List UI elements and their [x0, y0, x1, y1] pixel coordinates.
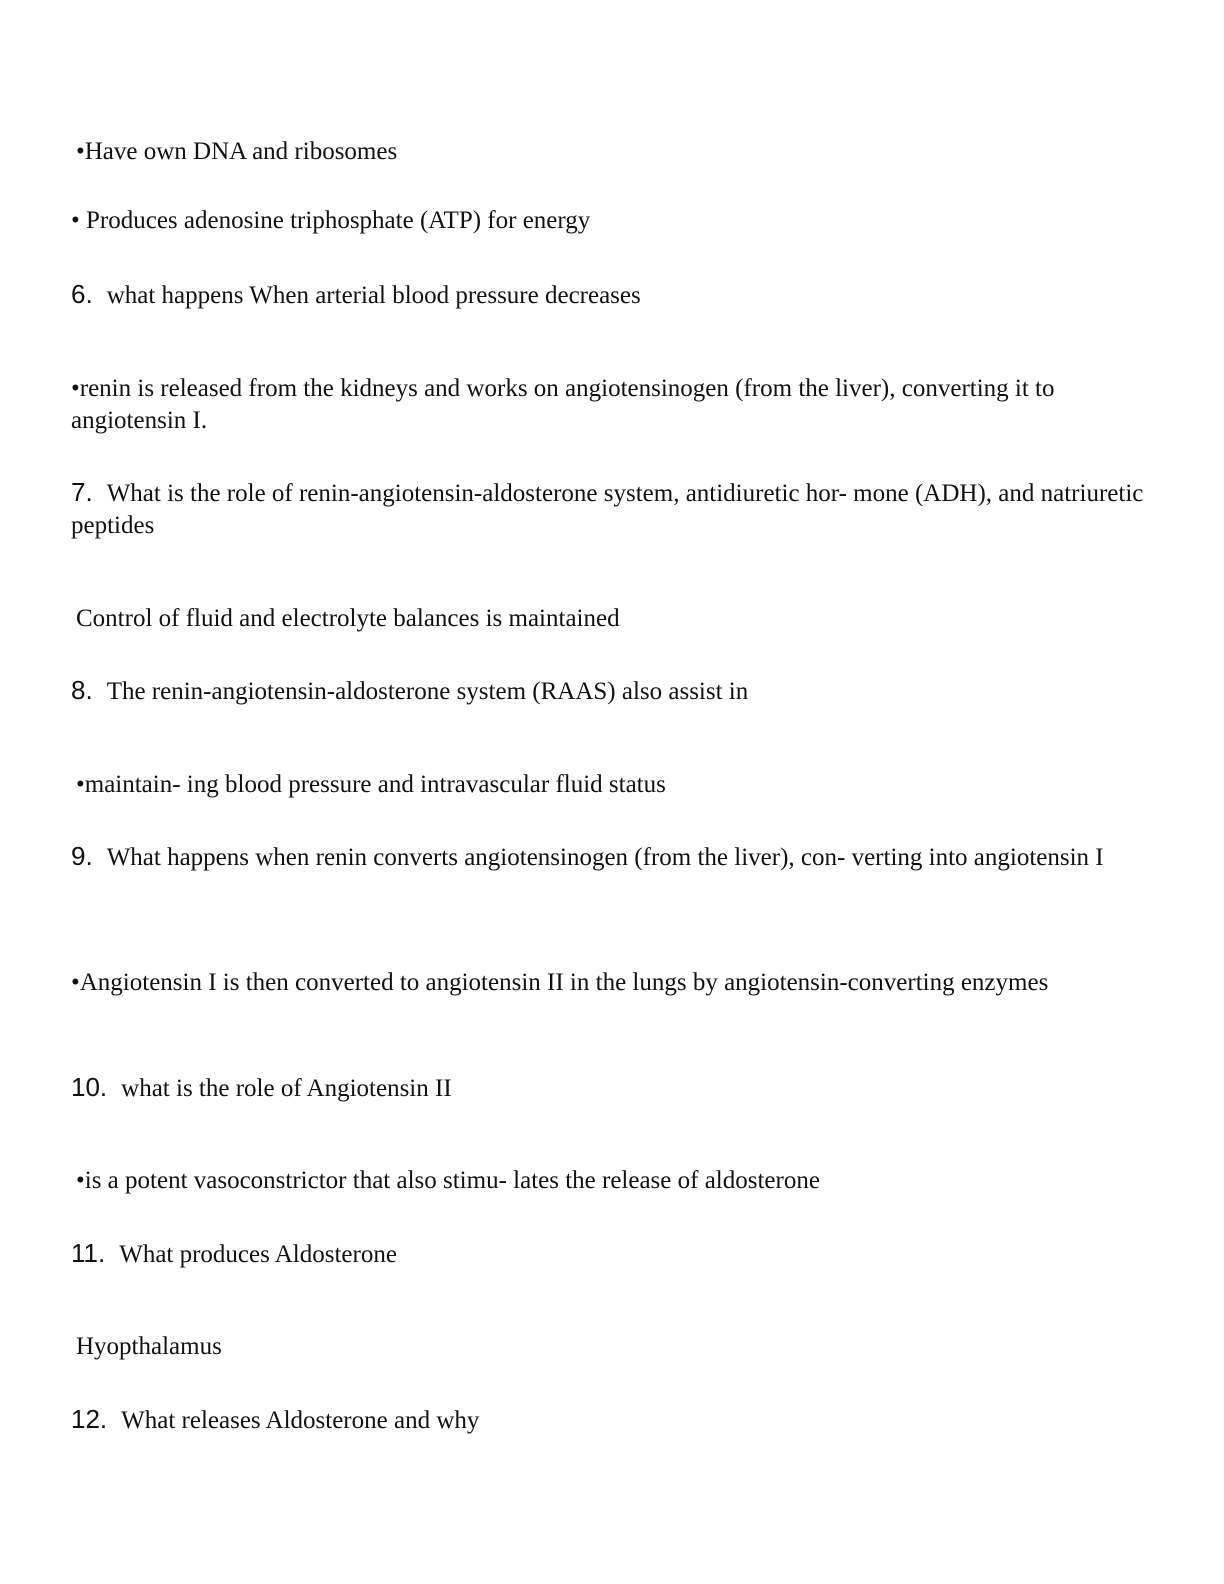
question-6: [71, 278, 1161, 312]
question-number: 7.: [71, 477, 93, 507]
answer-11: Hyopthalamus: [76, 1333, 222, 1360]
question-12: [71, 1403, 1161, 1437]
question-number: 10.: [71, 1072, 108, 1102]
question-text: The renin-angiotensin-aldosterone system (RAAS) also assist in: [106, 678, 749, 705]
answer-8: •maintain- ing blood pressure and intravascular fluid status: [76, 771, 666, 798]
question-7: [71, 476, 1161, 542]
question-text: what happens When arterial blood pressure decreases: [106, 282, 641, 309]
question-text: What is the role of renin-angiotensin-aldosterone system, antidiuretic hor- mone (ADH), and natriuretic peptides: [71, 480, 1144, 539]
answer-7: Control of fluid and electrolyte balances is maintained: [76, 605, 620, 632]
answer-6: •renin is released from the kidneys and works on angiotensinogen (from the liver), converting it to angiotensin I.: [71, 375, 1055, 434]
question-text: What produces Aldosterone: [119, 1241, 397, 1268]
answer-atp: • Produces adenosine triphosphate (ATP) for energy: [71, 207, 591, 234]
question-9: [71, 840, 1161, 874]
question-number: 9.: [71, 841, 93, 871]
question-text: What releases Aldosterone and why: [121, 1407, 480, 1434]
question-number: 8.: [71, 675, 93, 705]
question-10: [71, 1071, 1161, 1105]
question-text: What happens when renin converts angiotensinogen (from the liver), con- verting into angiotensin I: [106, 844, 1104, 871]
question-number: 11.: [71, 1238, 106, 1268]
question-8: [71, 674, 1161, 708]
answer-dna-ribosomes: •Have own DNA and ribosomes: [76, 138, 398, 165]
question-number: 6.: [71, 279, 93, 309]
answer-9: •Angiotensin I is then converted to angiotensin II in the lungs by angiotensin-converting enzymes: [71, 969, 1049, 996]
question-11: [71, 1237, 1161, 1271]
question-text: what is the role of Angiotensin II: [121, 1075, 452, 1102]
question-number: 12.: [71, 1404, 108, 1434]
answer-10: •is a potent vasoconstrictor that also stimu- lates the release of aldosterone: [76, 1167, 820, 1194]
